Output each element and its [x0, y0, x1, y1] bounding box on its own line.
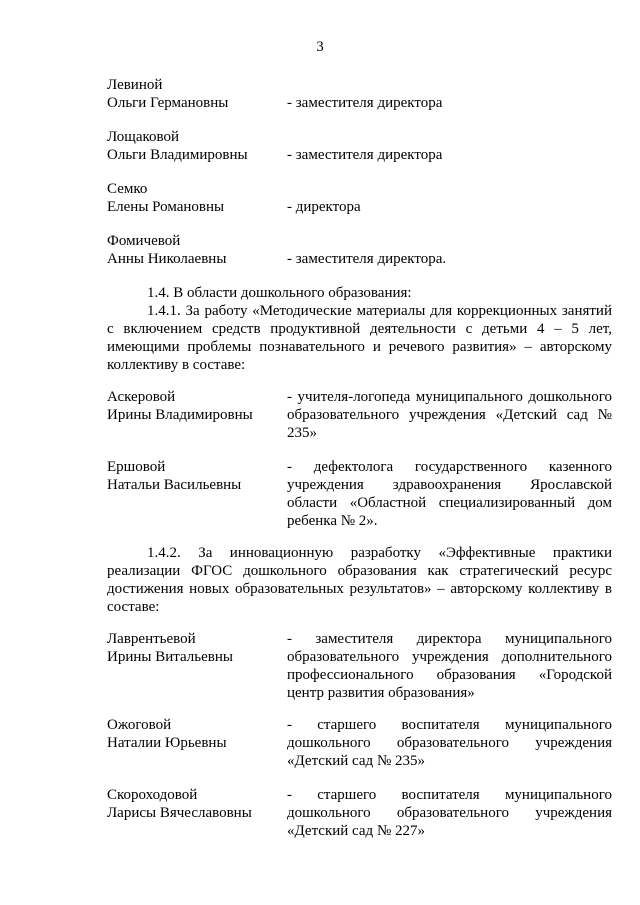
person-surname: Лощаковой: [107, 129, 180, 145]
page-number: 3: [316, 39, 324, 55]
person-name: [107, 630, 287, 666]
person-given-name: Натальи Васильевны: [107, 477, 242, 493]
section-heading-1-4: 1.4. В области дошкольного образования:: [147, 285, 412, 301]
person-name: [107, 232, 287, 268]
person-role: - старшего воспитателя муниципального дошкольного образовательного учреждения «Детский сад № 227»: [287, 787, 612, 839]
person-given-name: Анны Николаевны: [107, 251, 227, 267]
person-name: [107, 716, 287, 752]
person-surname: Фомичевой: [107, 233, 181, 249]
person-role: - заместителя директора.: [287, 251, 447, 267]
section-1-4-1-paragraph: 1.4.1. За работу «Методические материалы для коррекционных занятий с включением средств продуктивной деятельности с детьми 4 – 5 лет, имеющими проблемы познавательного и речевого развития» – авторскому коллективу в составе:: [107, 303, 612, 373]
section-1-4-2-paragraph: 1.4.2. За инновационную разработку «Эффективные практики реализации ФГОС дошкольного образования как стратегический ресурс достижения новых образовательных результатов» – авторскому коллективу в составе:: [107, 545, 612, 615]
person-surname: Аскеровой: [107, 389, 176, 405]
person-name: [107, 388, 287, 424]
person-given-name: Ирины Витальевны: [107, 649, 233, 665]
person-name: [107, 128, 287, 164]
person-surname: Скороходовой: [107, 787, 198, 803]
person-given-name: Ирины Владимировны: [107, 407, 253, 423]
person-name: [107, 786, 287, 822]
person-given-name: Наталии Юрьевны: [107, 735, 227, 751]
person-surname: Левиной: [107, 77, 163, 93]
person-surname: Семко: [107, 181, 148, 197]
person-given-name: Ольги Германовны: [107, 95, 229, 111]
person-role: - дефектолога государственного казенного учреждения здравоохранения Ярославской области «Областной специализированный дом ребенка № 2».: [287, 459, 612, 529]
person-role: - заместителя директора: [287, 95, 443, 111]
person-surname: Ершовой: [107, 459, 166, 475]
person-given-name: Ларисы Вячеславовны: [107, 805, 252, 821]
person-name: [107, 458, 287, 494]
person-surname: Лаврентьевой: [107, 631, 196, 647]
person-role: - заместителя директора: [287, 147, 443, 163]
person-role: - старшего воспитателя муниципального дошкольного образовательного учреждения «Детский сад № 235»: [287, 717, 612, 769]
person-surname: Ожоговой: [107, 717, 172, 733]
person-role: - учителя-логопеда муниципального дошкольного образовательного учреждения «Детский сад № 235»: [287, 389, 612, 441]
person-role: - директора: [287, 199, 361, 215]
person-given-name: Ольги Владимировны: [107, 147, 248, 163]
person-given-name: Елены Романовны: [107, 199, 225, 215]
person-name: [107, 76, 287, 112]
person-role: - заместителя директора муниципального образовательного учреждения дополнительного профессионального образования «Городской центр развития образования»: [287, 631, 612, 701]
person-name: [107, 180, 287, 216]
